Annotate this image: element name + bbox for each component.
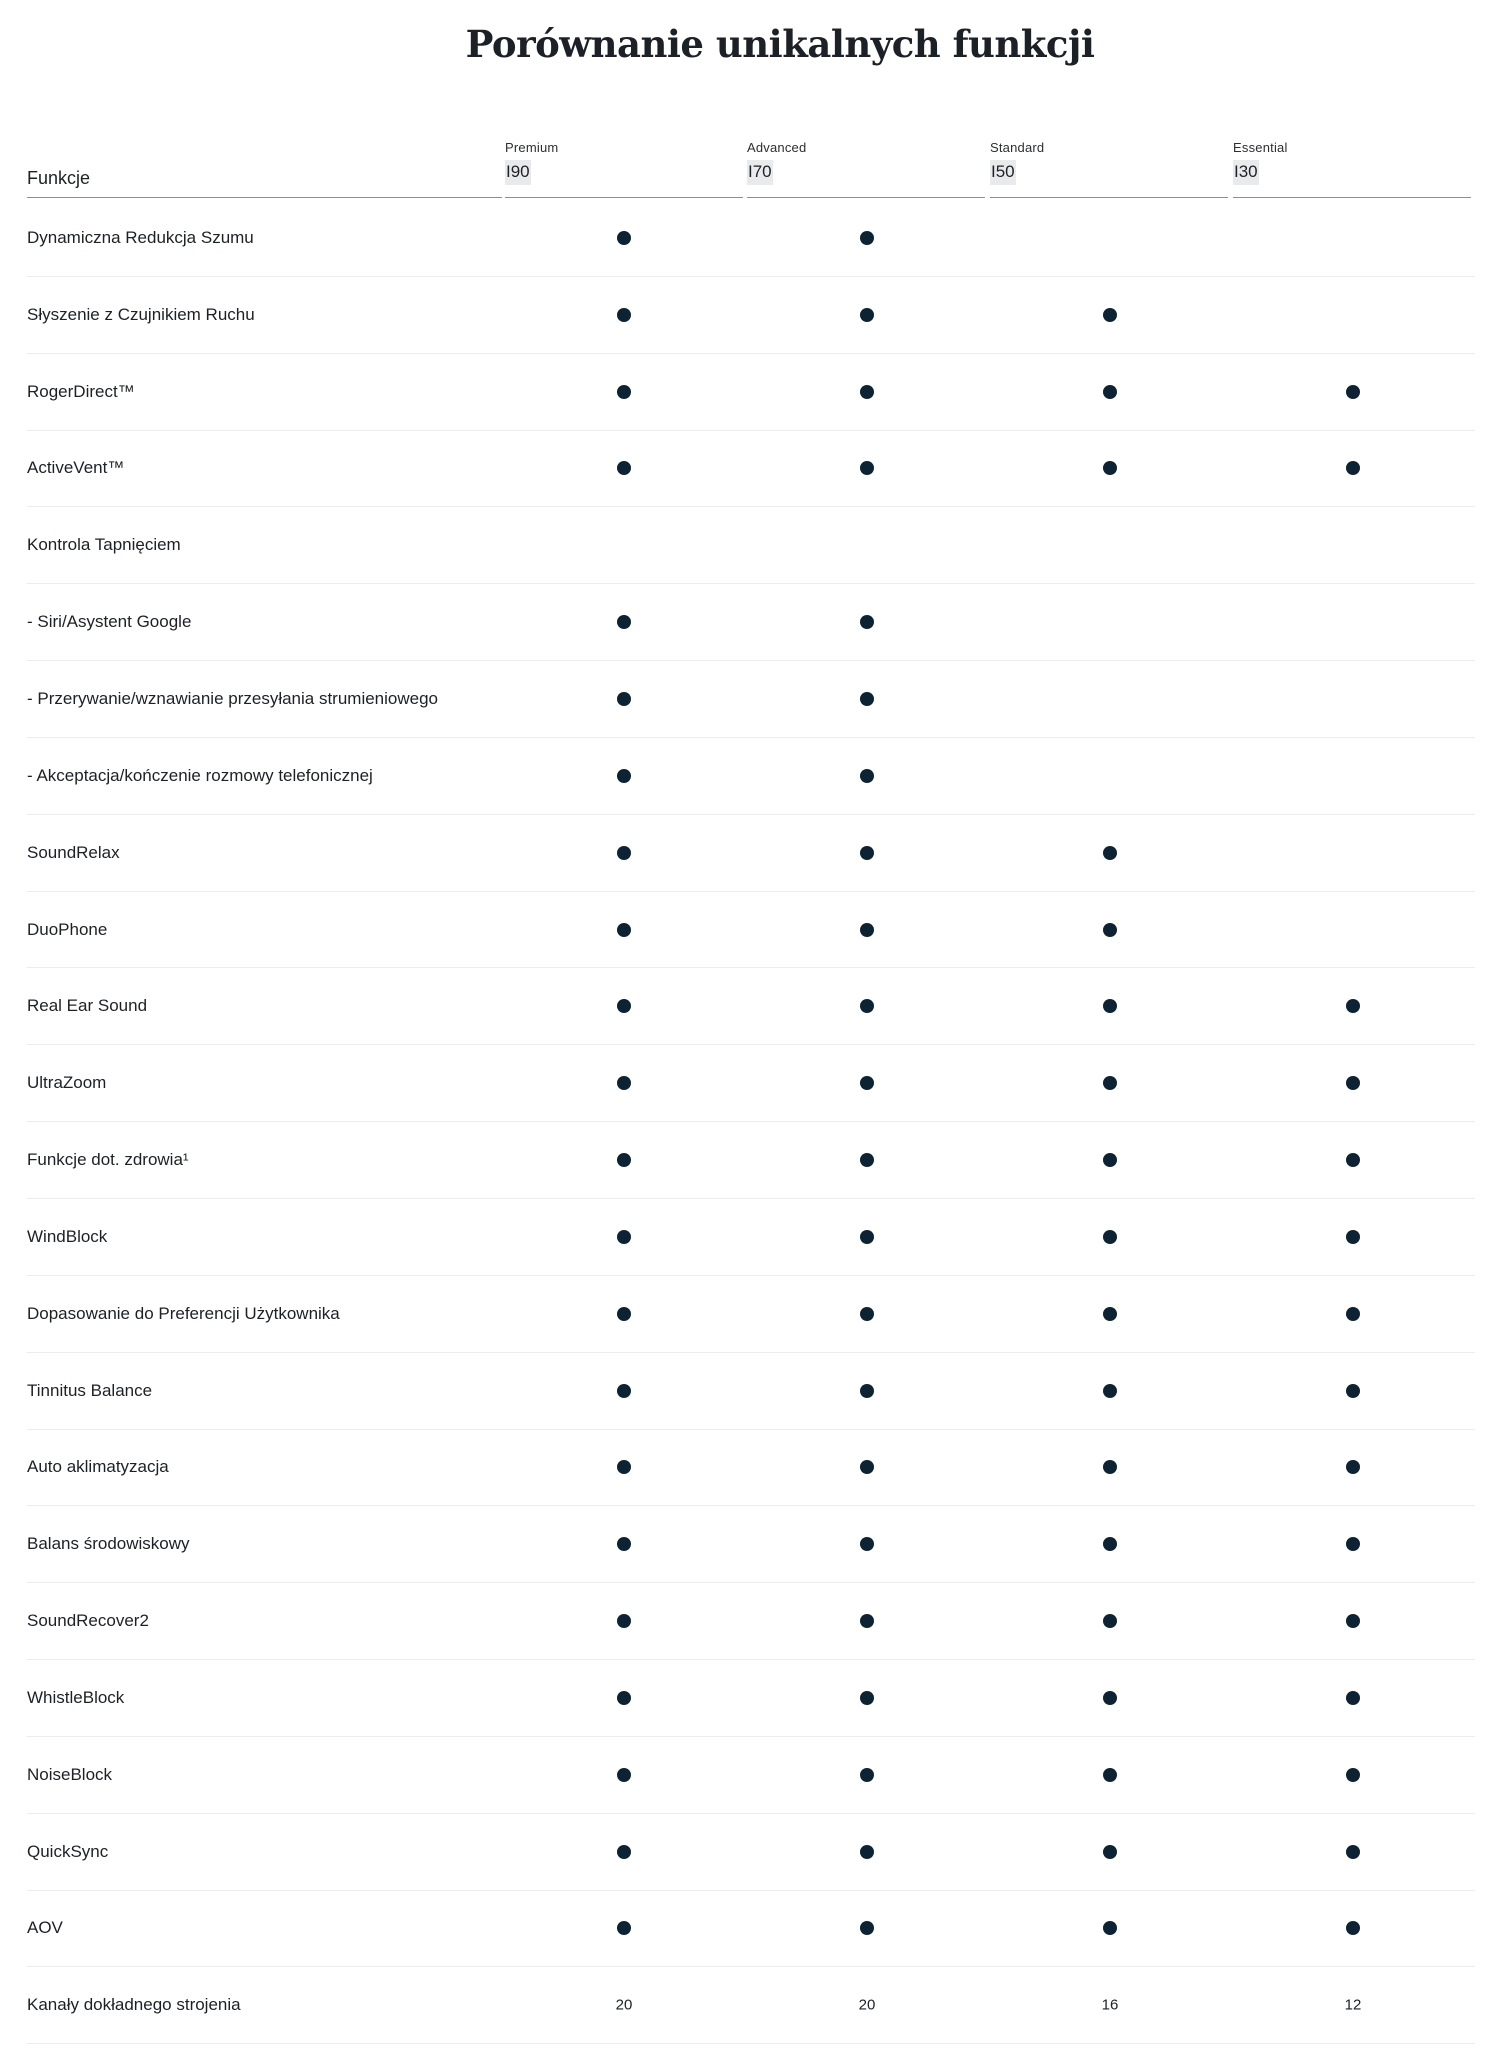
included-dot-icon: [1346, 1307, 1360, 1321]
column-header-i70: [747, 128, 985, 198]
feature-cell: [746, 661, 988, 737]
feature-cell: [989, 1276, 1231, 1352]
feature-cell: [746, 1583, 988, 1659]
column-tier-label: Standard: [990, 140, 1045, 155]
included-dot-icon: [1103, 1537, 1117, 1551]
feature-cell: [746, 1045, 988, 1121]
table-row: [27, 1814, 1475, 1891]
feature-label: UltraZoom: [27, 1073, 107, 1093]
included-dot-icon: [1103, 1921, 1117, 1935]
feature-cell: [1232, 1122, 1474, 1198]
included-dot-icon: [617, 308, 631, 322]
included-dot-icon: [1103, 846, 1117, 860]
feature-cell: [989, 661, 1231, 737]
included-dot-icon: [1103, 1691, 1117, 1705]
feature-label: Kontrola Tapnięciem: [27, 535, 181, 555]
included-dot-icon: [1346, 1384, 1360, 1398]
feature-cell: [1232, 1199, 1474, 1275]
included-dot-icon: [1346, 1460, 1360, 1474]
included-dot-icon: [860, 1230, 874, 1244]
included-dot-icon: [1103, 461, 1117, 475]
feature-cell: [1232, 277, 1474, 353]
included-dot-icon: [1103, 308, 1117, 322]
table-row: [27, 1506, 1475, 1583]
feature-cell: [503, 354, 745, 430]
feature-label: Real Ear Sound: [27, 996, 148, 1016]
feature-label: AOV: [27, 1918, 63, 1938]
table-header: [27, 128, 1475, 198]
feature-cell: [989, 968, 1231, 1044]
included-dot-icon: [860, 231, 874, 245]
feature-cell: [746, 1506, 988, 1582]
feature-label: - Akceptacja/kończenie rozmowy telefonicznej: [27, 765, 373, 785]
feature-cell: [1232, 1967, 1474, 2043]
feature-cell: [746, 968, 988, 1044]
feature-cell: [1232, 1506, 1474, 1582]
included-dot-icon: [860, 692, 874, 706]
channel-count: 20: [858, 1996, 876, 2014]
feature-cell: [1232, 738, 1474, 814]
feature-cell: [989, 1583, 1231, 1659]
included-dot-icon: [1103, 1845, 1117, 1859]
feature-label: SoundRelax: [27, 842, 120, 862]
feature-cell: [989, 1122, 1231, 1198]
table-row: [27, 815, 1475, 892]
table-row: [27, 1891, 1475, 1968]
feature-cell: [503, 1967, 745, 2043]
feature-cell: [1232, 661, 1474, 737]
included-dot-icon: [617, 692, 631, 706]
feature-label: - Siri/Asystent Google: [27, 612, 192, 632]
feature-cell: [1232, 1353, 1474, 1429]
feature-cell: [746, 815, 988, 891]
feature-cell: [1232, 892, 1474, 968]
feature-cell: [989, 1506, 1231, 1582]
feature-label: RogerDirect™: [27, 381, 135, 401]
feature-label: NoiseBlock: [27, 1764, 113, 1784]
included-dot-icon: [1346, 461, 1360, 475]
feature-cell: [1232, 1430, 1474, 1506]
included-dot-icon: [617, 1153, 631, 1167]
column-tier-label: Advanced: [747, 140, 807, 155]
included-dot-icon: [860, 1384, 874, 1398]
table-row: [27, 431, 1475, 508]
table-row: [27, 1583, 1475, 1660]
column-model-label: I30: [1233, 160, 1259, 185]
included-dot-icon: [1103, 1076, 1117, 1090]
table-row: [27, 200, 1475, 277]
feature-cell: [989, 1660, 1231, 1736]
feature-cell: [503, 277, 745, 353]
included-dot-icon: [617, 923, 631, 937]
feature-cell: [746, 1967, 988, 2043]
channel-count: 12: [1344, 1996, 1362, 2014]
channel-count: 16: [1101, 1996, 1119, 2014]
page-title: Porównanie unikalnych funkcji: [465, 22, 1095, 66]
feature-cell: [1232, 1660, 1474, 1736]
included-dot-icon: [1346, 1691, 1360, 1705]
feature-cell: [503, 1660, 745, 1736]
included-dot-icon: [1346, 1921, 1360, 1935]
feature-cell: [503, 1122, 745, 1198]
table-row: [27, 1967, 1475, 2044]
header-divider: [1233, 197, 1471, 198]
table-body: [27, 200, 1475, 2044]
included-dot-icon: [617, 385, 631, 399]
table-row: [27, 507, 1475, 584]
feature-label: Tinnitus Balance: [27, 1380, 153, 1400]
included-dot-icon: [617, 1921, 631, 1935]
feature-cell: [1232, 1891, 1474, 1967]
feature-cell: [503, 1276, 745, 1352]
feature-cell: [746, 1199, 988, 1275]
feature-cell: [503, 200, 745, 276]
table-row: [27, 1660, 1475, 1737]
feature-cell: [989, 584, 1231, 660]
feature-label: WhistleBlock: [27, 1687, 125, 1707]
feature-cell: [989, 1967, 1231, 2043]
feature-cell: [746, 1430, 988, 1506]
feature-label: ActiveVent™: [27, 458, 125, 478]
included-dot-icon: [1103, 1153, 1117, 1167]
included-dot-icon: [860, 999, 874, 1013]
included-dot-icon: [860, 923, 874, 937]
feature-cell: [503, 892, 745, 968]
included-dot-icon: [1346, 1845, 1360, 1859]
feature-label: QuickSync: [27, 1841, 109, 1861]
feature-cell: [989, 815, 1231, 891]
table-row: [27, 968, 1475, 1045]
included-dot-icon: [617, 1460, 631, 1474]
included-dot-icon: [1103, 1768, 1117, 1782]
feature-label: SoundRecover2: [27, 1611, 149, 1631]
included-dot-icon: [1103, 385, 1117, 399]
feature-cell: [1232, 431, 1474, 507]
feature-cell: [503, 507, 745, 583]
feature-cell: [746, 507, 988, 583]
feature-cell: [503, 1045, 745, 1121]
included-dot-icon: [860, 1845, 874, 1859]
feature-cell: [503, 1506, 745, 1582]
channel-count: 20: [615, 1996, 633, 2014]
feature-cell: [1232, 1045, 1474, 1121]
included-dot-icon: [1346, 1537, 1360, 1551]
column-header-i90: [505, 128, 743, 198]
included-dot-icon: [860, 615, 874, 629]
included-dot-icon: [1103, 1614, 1117, 1628]
table-row: [27, 892, 1475, 969]
feature-cell: [1232, 1737, 1474, 1813]
header-divider: [27, 197, 502, 198]
included-dot-icon: [617, 615, 631, 629]
included-dot-icon: [1103, 1460, 1117, 1474]
included-dot-icon: [1346, 999, 1360, 1013]
included-dot-icon: [860, 1614, 874, 1628]
feature-label: Kanały dokładnego strojenia: [27, 1995, 241, 2015]
feature-cell: [503, 584, 745, 660]
feature-cell: [503, 1583, 745, 1659]
column-model-label: I70: [747, 160, 773, 185]
feature-comparison-table: [27, 128, 1475, 2044]
feature-cell: [746, 1276, 988, 1352]
included-dot-icon: [1346, 1230, 1360, 1244]
included-dot-icon: [617, 1230, 631, 1244]
included-dot-icon: [860, 1153, 874, 1167]
feature-cell: [989, 277, 1231, 353]
included-dot-icon: [1103, 1230, 1117, 1244]
header-divider: [505, 197, 743, 198]
included-dot-icon: [617, 1384, 631, 1398]
included-dot-icon: [1103, 923, 1117, 937]
included-dot-icon: [860, 308, 874, 322]
feature-cell: [503, 431, 745, 507]
table-row: [27, 354, 1475, 431]
feature-cell: [989, 1199, 1231, 1275]
column-model-label: I50: [990, 160, 1016, 185]
included-dot-icon: [1346, 1614, 1360, 1628]
included-dot-icon: [860, 461, 874, 475]
included-dot-icon: [1346, 1768, 1360, 1782]
feature-label: Funkcje dot. zdrowia¹: [27, 1150, 189, 1170]
table-row: [27, 1737, 1475, 1814]
feature-cell: [503, 1737, 745, 1813]
feature-cell: [746, 1660, 988, 1736]
feature-label: Auto aklimatyzacja: [27, 1457, 169, 1477]
included-dot-icon: [860, 1460, 874, 1474]
feature-label: Dynamiczna Redukcja Szumu: [27, 227, 254, 247]
included-dot-icon: [860, 1691, 874, 1705]
header-divider: [990, 197, 1228, 198]
included-dot-icon: [617, 461, 631, 475]
feature-cell: [1232, 815, 1474, 891]
feature-cell: [1232, 968, 1474, 1044]
feature-cell: [503, 1891, 745, 1967]
included-dot-icon: [1346, 385, 1360, 399]
feature-cell: [746, 1737, 988, 1813]
table-row: [27, 1353, 1475, 1430]
feature-cell: [746, 584, 988, 660]
feature-cell: [989, 1814, 1231, 1890]
feature-cell: [989, 1891, 1231, 1967]
feature-cell: [503, 1199, 745, 1275]
table-row: [27, 661, 1475, 738]
table-row: [27, 277, 1475, 354]
included-dot-icon: [617, 999, 631, 1013]
included-dot-icon: [860, 1921, 874, 1935]
included-dot-icon: [617, 1537, 631, 1551]
feature-cell: [1232, 584, 1474, 660]
included-dot-icon: [617, 1768, 631, 1782]
feature-cell: [503, 1353, 745, 1429]
feature-cell: [503, 1430, 745, 1506]
table-row: [27, 584, 1475, 661]
included-dot-icon: [860, 1768, 874, 1782]
included-dot-icon: [860, 1307, 874, 1321]
feature-cell: [989, 431, 1231, 507]
feature-cell: [989, 1045, 1231, 1121]
included-dot-icon: [617, 1076, 631, 1090]
feature-cell: [989, 892, 1231, 968]
included-dot-icon: [1103, 1384, 1117, 1398]
included-dot-icon: [617, 1307, 631, 1321]
feature-cell: [989, 354, 1231, 430]
feature-cell: [746, 738, 988, 814]
column-tier-label: Premium: [505, 140, 559, 155]
feature-cell: [989, 200, 1231, 276]
feature-label: WindBlock: [27, 1226, 108, 1246]
feature-cell: [746, 277, 988, 353]
feature-label: Balans środowiskowy: [27, 1534, 190, 1554]
feature-label: Słyszenie z Czujnikiem Ruchu: [27, 304, 255, 324]
feature-cell: [746, 1891, 988, 1967]
table-row: [27, 1122, 1475, 1199]
included-dot-icon: [617, 231, 631, 245]
table-row: [27, 1276, 1475, 1353]
included-dot-icon: [860, 1537, 874, 1551]
included-dot-icon: [1103, 999, 1117, 1013]
feature-cell: [746, 1814, 988, 1890]
column-header-i30: [1233, 128, 1471, 198]
included-dot-icon: [1103, 1307, 1117, 1321]
included-dot-icon: [617, 1845, 631, 1859]
feature-cell: [746, 200, 988, 276]
feature-cell: [1232, 1276, 1474, 1352]
feature-cell: [503, 661, 745, 737]
feature-cell: [1232, 1814, 1474, 1890]
feature-cell: [1232, 354, 1474, 430]
included-dot-icon: [1346, 1153, 1360, 1167]
included-dot-icon: [860, 1076, 874, 1090]
feature-cell: [989, 1430, 1231, 1506]
included-dot-icon: [617, 1691, 631, 1705]
feature-label: - Przerywanie/wznawianie przesyłania strumieniowego: [27, 688, 439, 708]
column-header-i50: [990, 128, 1228, 198]
feature-cell: [503, 738, 745, 814]
table-row: [27, 1045, 1475, 1122]
feature-cell: [989, 1737, 1231, 1813]
included-dot-icon: [860, 846, 874, 860]
table-row: [27, 1430, 1475, 1507]
column-tier-label: Essential: [1233, 140, 1288, 155]
feature-cell: [503, 968, 745, 1044]
feature-cell: [746, 1122, 988, 1198]
column-model-label: I90: [505, 160, 531, 185]
included-dot-icon: [617, 769, 631, 783]
feature-cell: [746, 892, 988, 968]
feature-cell: [1232, 200, 1474, 276]
included-dot-icon: [1346, 1076, 1360, 1090]
header-divider: [747, 197, 985, 198]
feature-cell: [989, 1353, 1231, 1429]
table-row: [27, 738, 1475, 815]
feature-cell: [503, 815, 745, 891]
feature-label: Dopasowanie do Preferencji Użytkownika: [27, 1303, 340, 1323]
included-dot-icon: [860, 769, 874, 783]
table-row: [27, 1199, 1475, 1276]
included-dot-icon: [617, 846, 631, 860]
included-dot-icon: [617, 1614, 631, 1628]
feature-cell: [1232, 507, 1474, 583]
included-dot-icon: [860, 385, 874, 399]
feature-column-header: Funkcje: [27, 168, 91, 188]
feature-cell: [989, 738, 1231, 814]
feature-cell: [746, 1353, 988, 1429]
feature-cell: [746, 431, 988, 507]
feature-label: DuoPhone: [27, 919, 108, 939]
feature-cell: [503, 1814, 745, 1890]
feature-cell: [989, 507, 1231, 583]
feature-cell: [746, 354, 988, 430]
feature-cell: [1232, 1583, 1474, 1659]
